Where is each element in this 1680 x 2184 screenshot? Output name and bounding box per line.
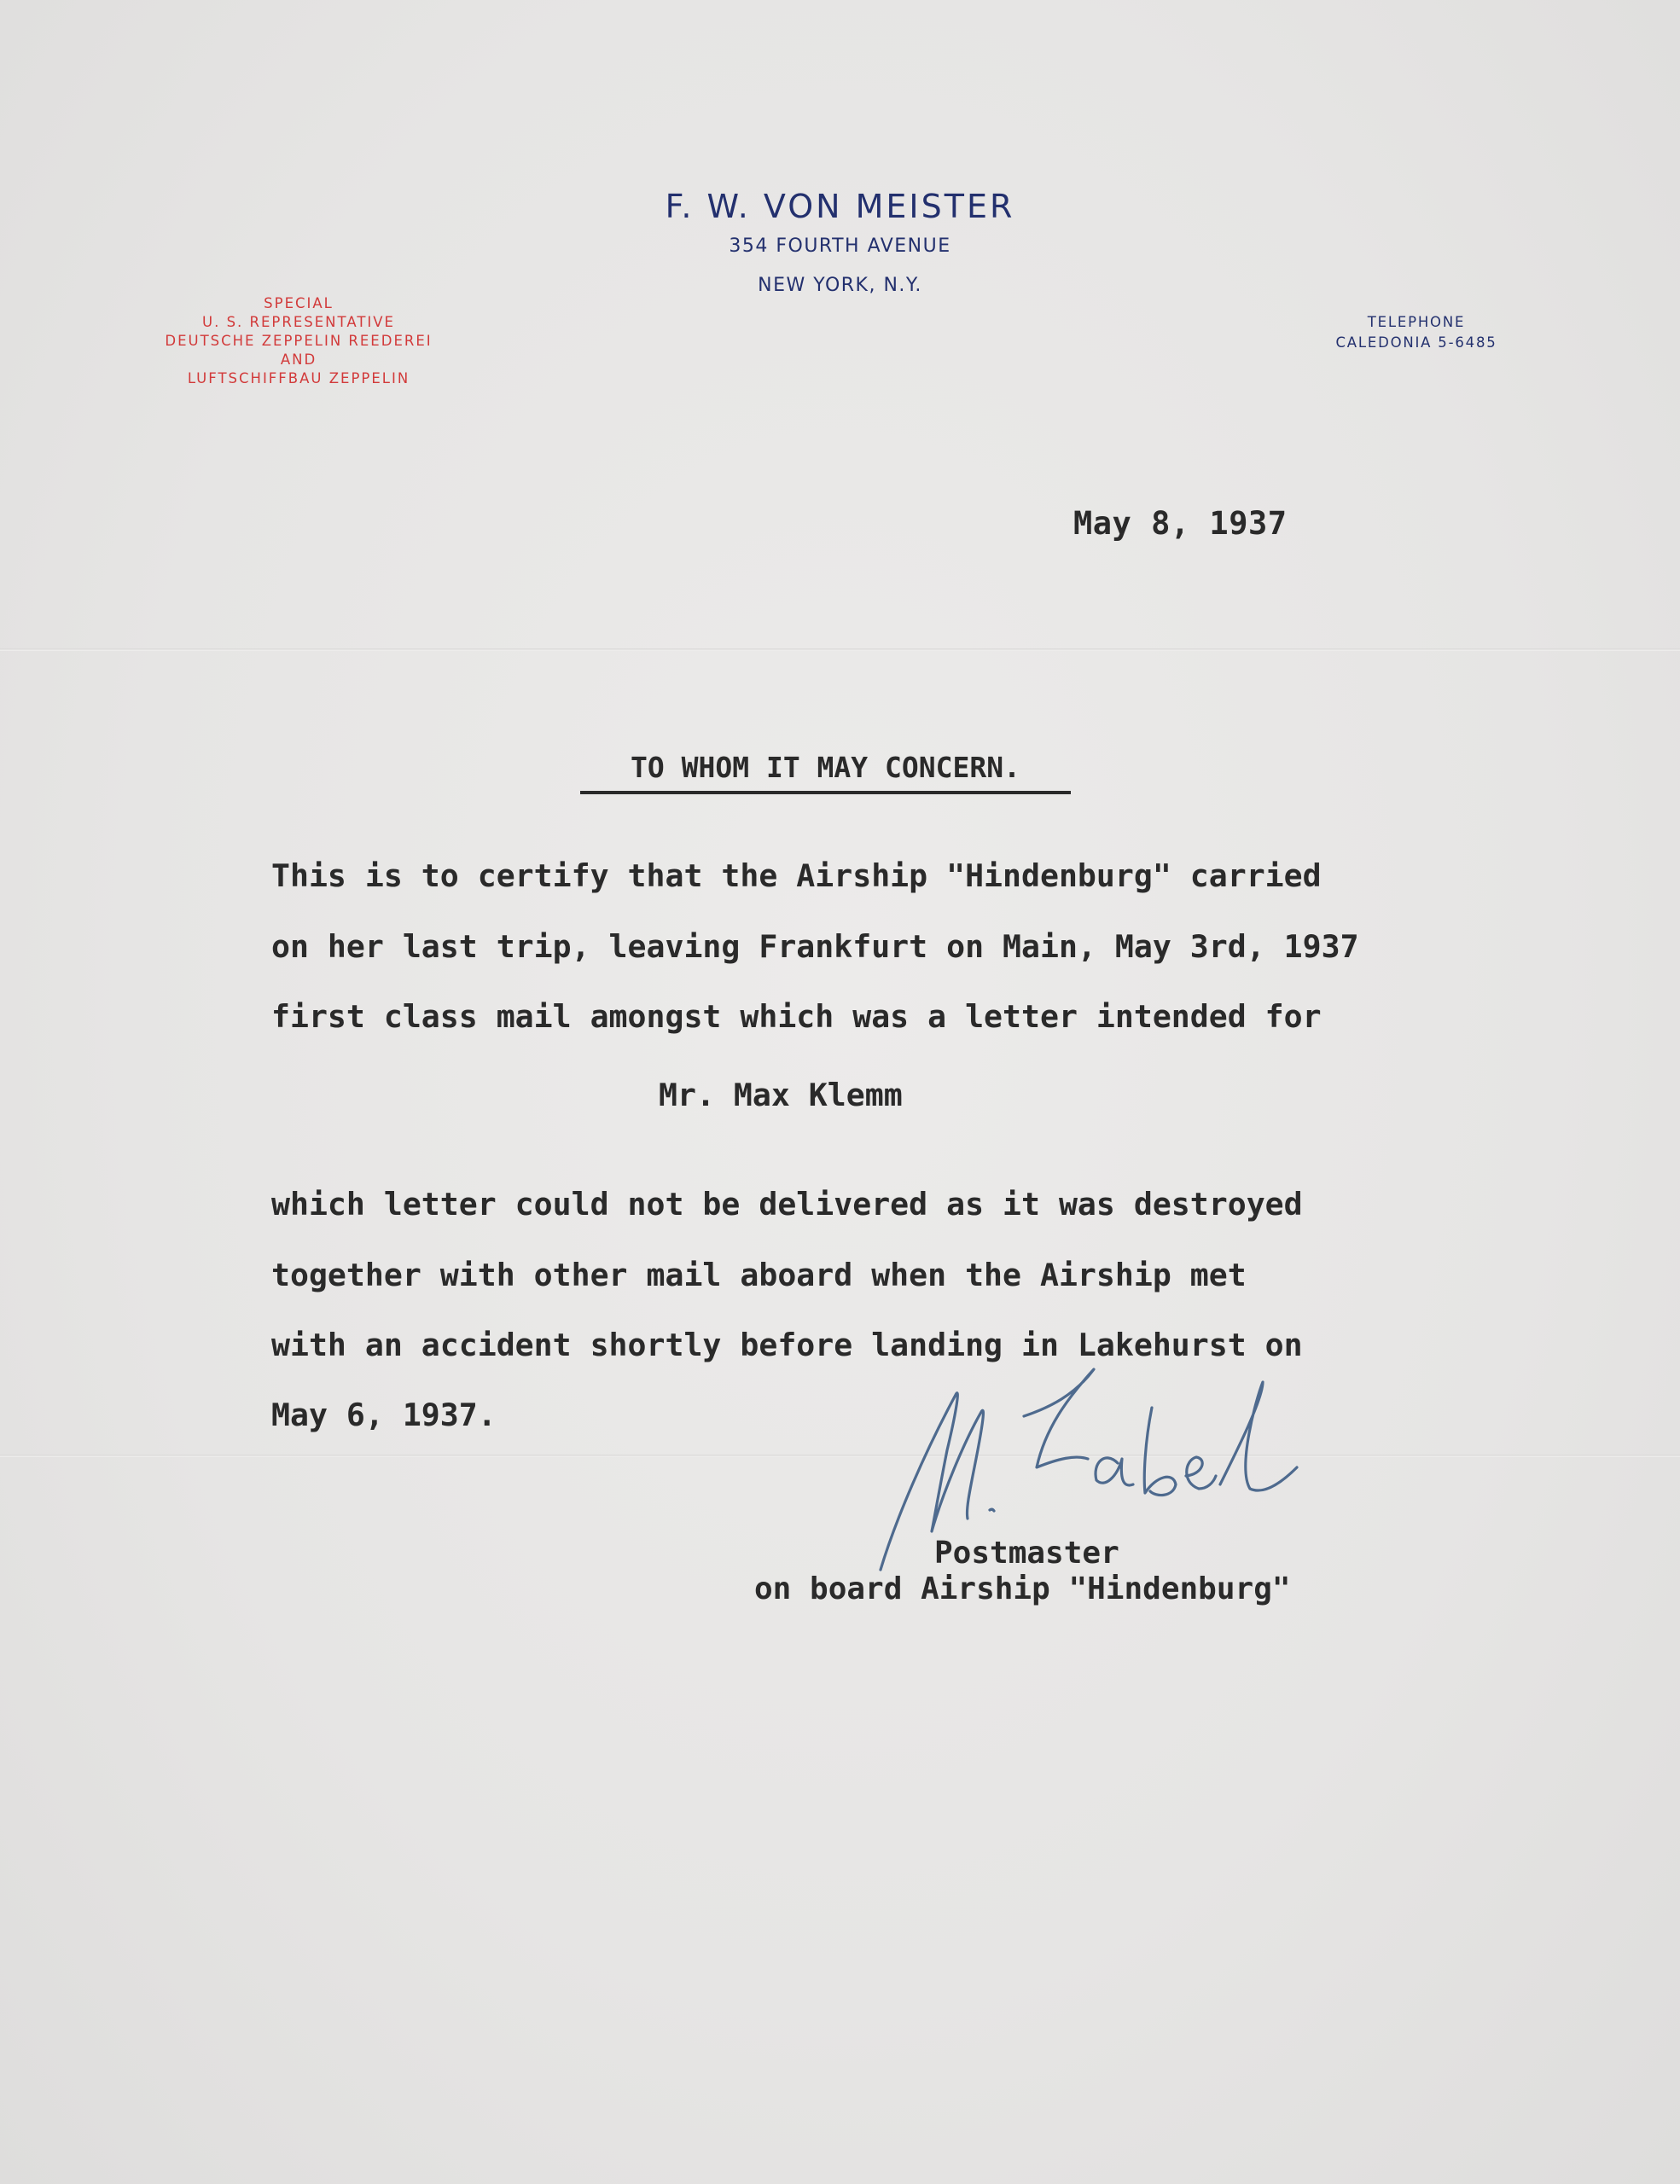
signoff-title: Postmaster xyxy=(934,1536,1119,1571)
body-line: on her last trip, leaving Frankfurt on Main, May 3rd, 1937 xyxy=(271,928,1359,965)
telephone-block xyxy=(1297,312,1536,353)
letter-date: May 8, 1937 xyxy=(1073,505,1288,542)
body-line: May 6, 1937. xyxy=(271,1397,497,1433)
representative-line: DEUTSCHE ZEPPELIN REEDEREI xyxy=(165,333,433,349)
letterhead-name: F. W. VON MEISTER xyxy=(665,188,1015,225)
body-line: This is to certify that the Airship "Hindenburg" carried xyxy=(271,857,1322,894)
body-line: with an accident shortly before landing in Lakehurst on xyxy=(271,1327,1303,1363)
representative-block xyxy=(102,294,495,388)
telephone-label: TELEPHONE xyxy=(1367,314,1466,330)
representative-line: AND xyxy=(280,351,317,368)
letterhead-address-city: NEW YORK, N.Y. xyxy=(758,275,922,296)
fold-crease xyxy=(0,1455,1680,1457)
body-line: together with other mail aboard when the Airship met xyxy=(271,1257,1247,1293)
letter-heading: TO WHOM IT MAY CONCERN. xyxy=(580,751,1071,794)
body-line: first class mail amongst which was a letter intended for xyxy=(271,998,1322,1035)
body-line: which letter could not be delivered as it was destroyed xyxy=(271,1186,1303,1223)
recipient-name: Mr. Max Klemm xyxy=(659,1077,903,1113)
signoff-subtitle: on board Airship "Hindenburg" xyxy=(754,1571,1291,1606)
telephone-number: CALEDONIA 5-6485 xyxy=(1335,334,1497,351)
representative-line: LUFTSCHIFFBAU ZEPPELIN xyxy=(187,370,410,386)
letterhead-address-street: 354 FOURTH AVENUE xyxy=(729,235,951,257)
fold-crease xyxy=(0,648,1680,651)
representative-line: U. S. REPRESENTATIVE xyxy=(202,314,395,330)
representative-line: SPECIAL xyxy=(264,295,334,311)
